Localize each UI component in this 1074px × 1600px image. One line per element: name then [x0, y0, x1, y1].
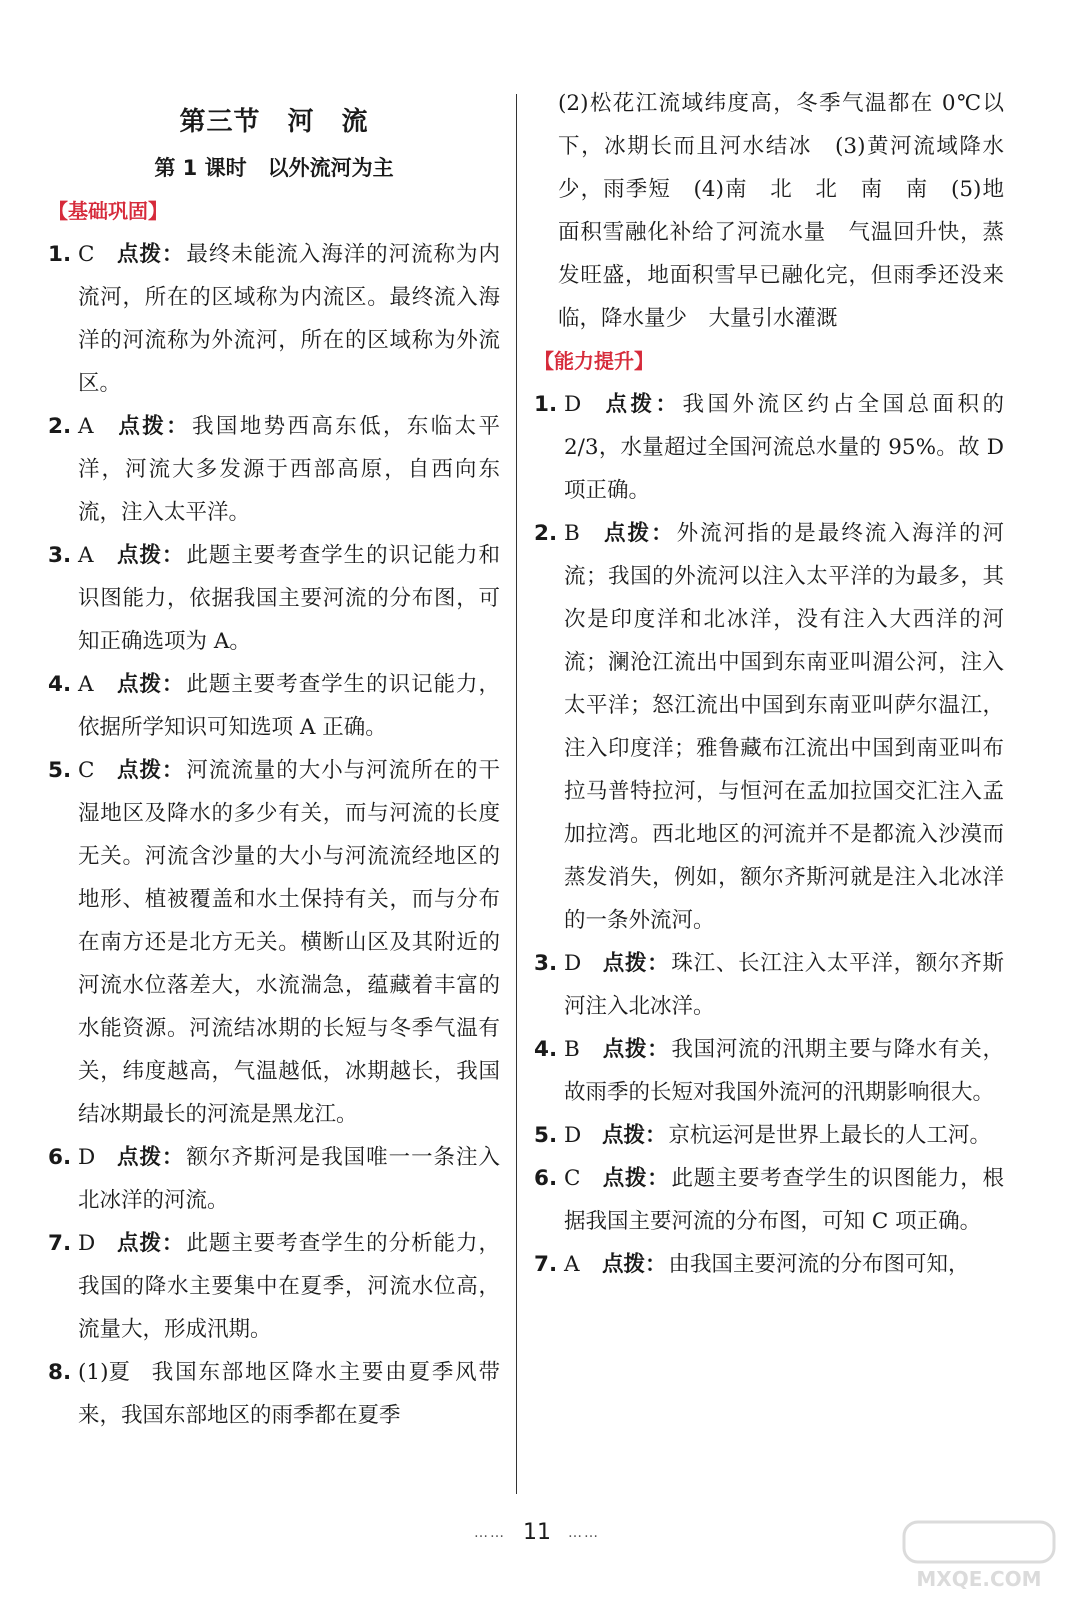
basic-item-8	[48, 1351, 500, 1437]
item-number: 3.	[534, 951, 558, 976]
tip-label: 点拨：	[116, 543, 185, 568]
basic-item-8-continuation: (2)松花江流域纬度高，冬季气温都在 0℃以下，冰期长而且河水结冰 (3)黄河流域降水少，雨季短 (4)南 北 北 南 南 (5)地面积雪融化补给了河流水量 气温回升快，蒸发旺盛，地面积雪早已融化完，但雨季还没来临，降水量少 大量引水灌溉	[558, 91, 1004, 331]
item-answer: D	[78, 1145, 96, 1170]
item-answer: A	[78, 672, 94, 697]
tip-label: 点拨：	[602, 1037, 670, 1062]
tip-label: 点拨：	[602, 1252, 667, 1277]
tip-label: 点拨：	[602, 1166, 670, 1191]
section-title: 第三节 河 流	[179, 107, 369, 137]
advanced-item-3	[534, 942, 1004, 1028]
page-number: 11	[523, 1520, 551, 1545]
basic-item-6	[48, 1136, 500, 1222]
tip-label: 点拨：	[116, 758, 185, 783]
basic-item-4	[48, 663, 500, 749]
item-answer: C	[564, 1166, 581, 1191]
item-number: 2.	[48, 414, 72, 439]
item-number: 7.	[534, 1252, 558, 1277]
item-number: 1.	[48, 242, 72, 267]
lesson-title: 第 1 课时 以外流河为主	[154, 156, 394, 180]
basic-tag: 【基础巩固】	[48, 199, 168, 223]
column-divider	[516, 94, 517, 1494]
item-number: 6.	[534, 1166, 558, 1191]
item-answer: A	[564, 1252, 580, 1277]
advanced-item-1	[534, 383, 1004, 512]
item-number: 8.	[48, 1360, 72, 1385]
footer-dots-right: ……	[568, 1525, 600, 1541]
watermark-logo	[894, 1514, 1064, 1594]
advanced-item-6	[534, 1157, 1004, 1243]
item-explanation: 由我国主要河流的分布图可知，	[668, 1252, 970, 1277]
tip-label: 点拨：	[116, 672, 185, 697]
tip-label: 点拨：	[602, 1123, 667, 1148]
item-answer: C	[78, 242, 95, 267]
watermark-text: MXQE.COM	[916, 1567, 1042, 1591]
tip-label: 点拨：	[602, 521, 675, 546]
item-explanation: 河流流量的大小与河流所在的干湿地区及降水的多少有关，而与河流的长度无关。河流含沙量的大小与河流流经地区的地形、植被覆盖和水土保持有关，而与分布在南方还是北方无关。横断山区及其附近的河流水位落差大，水流湍急，蕴藏着丰富的水能资源。河流结冰期的长短与冬季气温有关，纬度越高，气温越低，冰期越长，我国结冰期最长的河流是黑龙江。	[78, 758, 500, 1127]
basic-item-3	[48, 534, 500, 663]
item-answer: B	[564, 521, 580, 546]
basic-item-1	[48, 233, 500, 405]
footer-dots-left: ……	[474, 1525, 506, 1541]
item-explanation: 外流河指的是最终流入海洋的河流；我国的外流河以注入太平洋的为最多，其次是印度洋和北冰洋，没有注入大西洋的河流；澜沧江流出中国到东南亚叫湄公河，注入太平洋；怒江流出中国到东南亚叫萨尔温江，注入印度洋；雅鲁藏布江流出中国到南亚叫布拉马普特拉河，与恒河在孟加拉国交汇注入孟加拉湾。西北地区的河流并不是都流入沙漠而蒸发消失，例如，额尔齐斯河就是注入北冰洋的一条外流河。	[564, 521, 1004, 933]
item-number: 4.	[48, 672, 72, 697]
item-explanation: 珠江、长江注入太平洋，额尔齐斯河注入北冰洋。	[564, 951, 1004, 1019]
basic-item-7	[48, 1222, 500, 1351]
item-answer: A	[78, 543, 94, 568]
item-number: 3.	[48, 543, 72, 568]
item-explanation: 此题主要考查学生的识图能力，根据我国主要河流的分布图，可知 C 项正确。	[564, 1166, 1004, 1234]
item-number: 5.	[48, 758, 72, 783]
item-number: 2.	[534, 521, 558, 546]
item-answer: (1)夏	[78, 1360, 130, 1385]
item-number: 7.	[48, 1231, 72, 1256]
item-answer: C	[78, 758, 95, 783]
item-explanation: 京杭运河是世界上最长的人工河。	[668, 1123, 992, 1148]
item-explanation: 我国东部地区降水主要由夏季风带来，我国东部地区的雨季都在夏季	[78, 1360, 500, 1428]
advanced-tag: 【能力提升】	[534, 349, 654, 373]
item-answer: B	[564, 1037, 580, 1062]
tip-label: 点拨：	[116, 414, 190, 439]
right-column	[534, 82, 1004, 1286]
tip-label: 点拨：	[602, 951, 670, 976]
advanced-item-7	[534, 1243, 1004, 1286]
item-answer: A	[78, 414, 94, 439]
item-number: 6.	[48, 1145, 72, 1170]
item-explanation: 我国地势西高东低，东临太平洋，河流大多发源于西部高原，自西向东流，注入太平洋。	[78, 414, 500, 525]
item-answer: D	[564, 392, 582, 417]
tip-label: 点拨：	[116, 1231, 185, 1256]
tip-label: 点拨：	[116, 242, 185, 267]
advanced-item-2	[534, 512, 1004, 942]
item-explanation: 我国河流的汛期主要与降水有关，故雨季的长短对我国外流河的汛期影响很大。	[564, 1037, 1004, 1105]
left-column	[48, 82, 500, 1437]
item-explanation: 此题主要考查学生的识记能力，依据所学知识可知选项 A 正确。	[78, 672, 500, 740]
item-number: 1.	[534, 392, 558, 417]
basic-item-2	[48, 405, 500, 534]
advanced-item-5	[534, 1114, 1004, 1157]
basic-item-5	[48, 749, 500, 1136]
item-explanation: 此题主要考查学生的识记能力和识图能力，依据我国主要河流的分布图，可知正确选项为 A。	[78, 543, 500, 654]
item-explanation: 此题主要考查学生的分析能力，我国的降水主要集中在夏季，河流水位高，流量大，形成汛期。	[78, 1231, 500, 1342]
item-number: 5.	[534, 1123, 558, 1148]
item-answer: D	[564, 951, 582, 976]
tip-label: 点拨：	[116, 1145, 185, 1170]
tip-label: 点拨：	[602, 392, 681, 417]
item-explanation: 我国外流区约占全国总面积的 2/3，水量超过全国河流总水量的 95%。故 D 项正确。	[564, 392, 1004, 503]
item-answer: D	[78, 1231, 96, 1256]
item-explanation: 额尔齐斯河是我国唯一一条注入北冰洋的河流。	[78, 1145, 500, 1213]
item-answer: D	[564, 1123, 582, 1148]
item-number: 4.	[534, 1037, 558, 1062]
advanced-item-4	[534, 1028, 1004, 1114]
item-explanation: 最终未能流入海洋的河流称为内流河，所在的区域称为内流区。最终流入海洋的河流称为外流河，所在的区域称为外流区。	[78, 242, 500, 396]
